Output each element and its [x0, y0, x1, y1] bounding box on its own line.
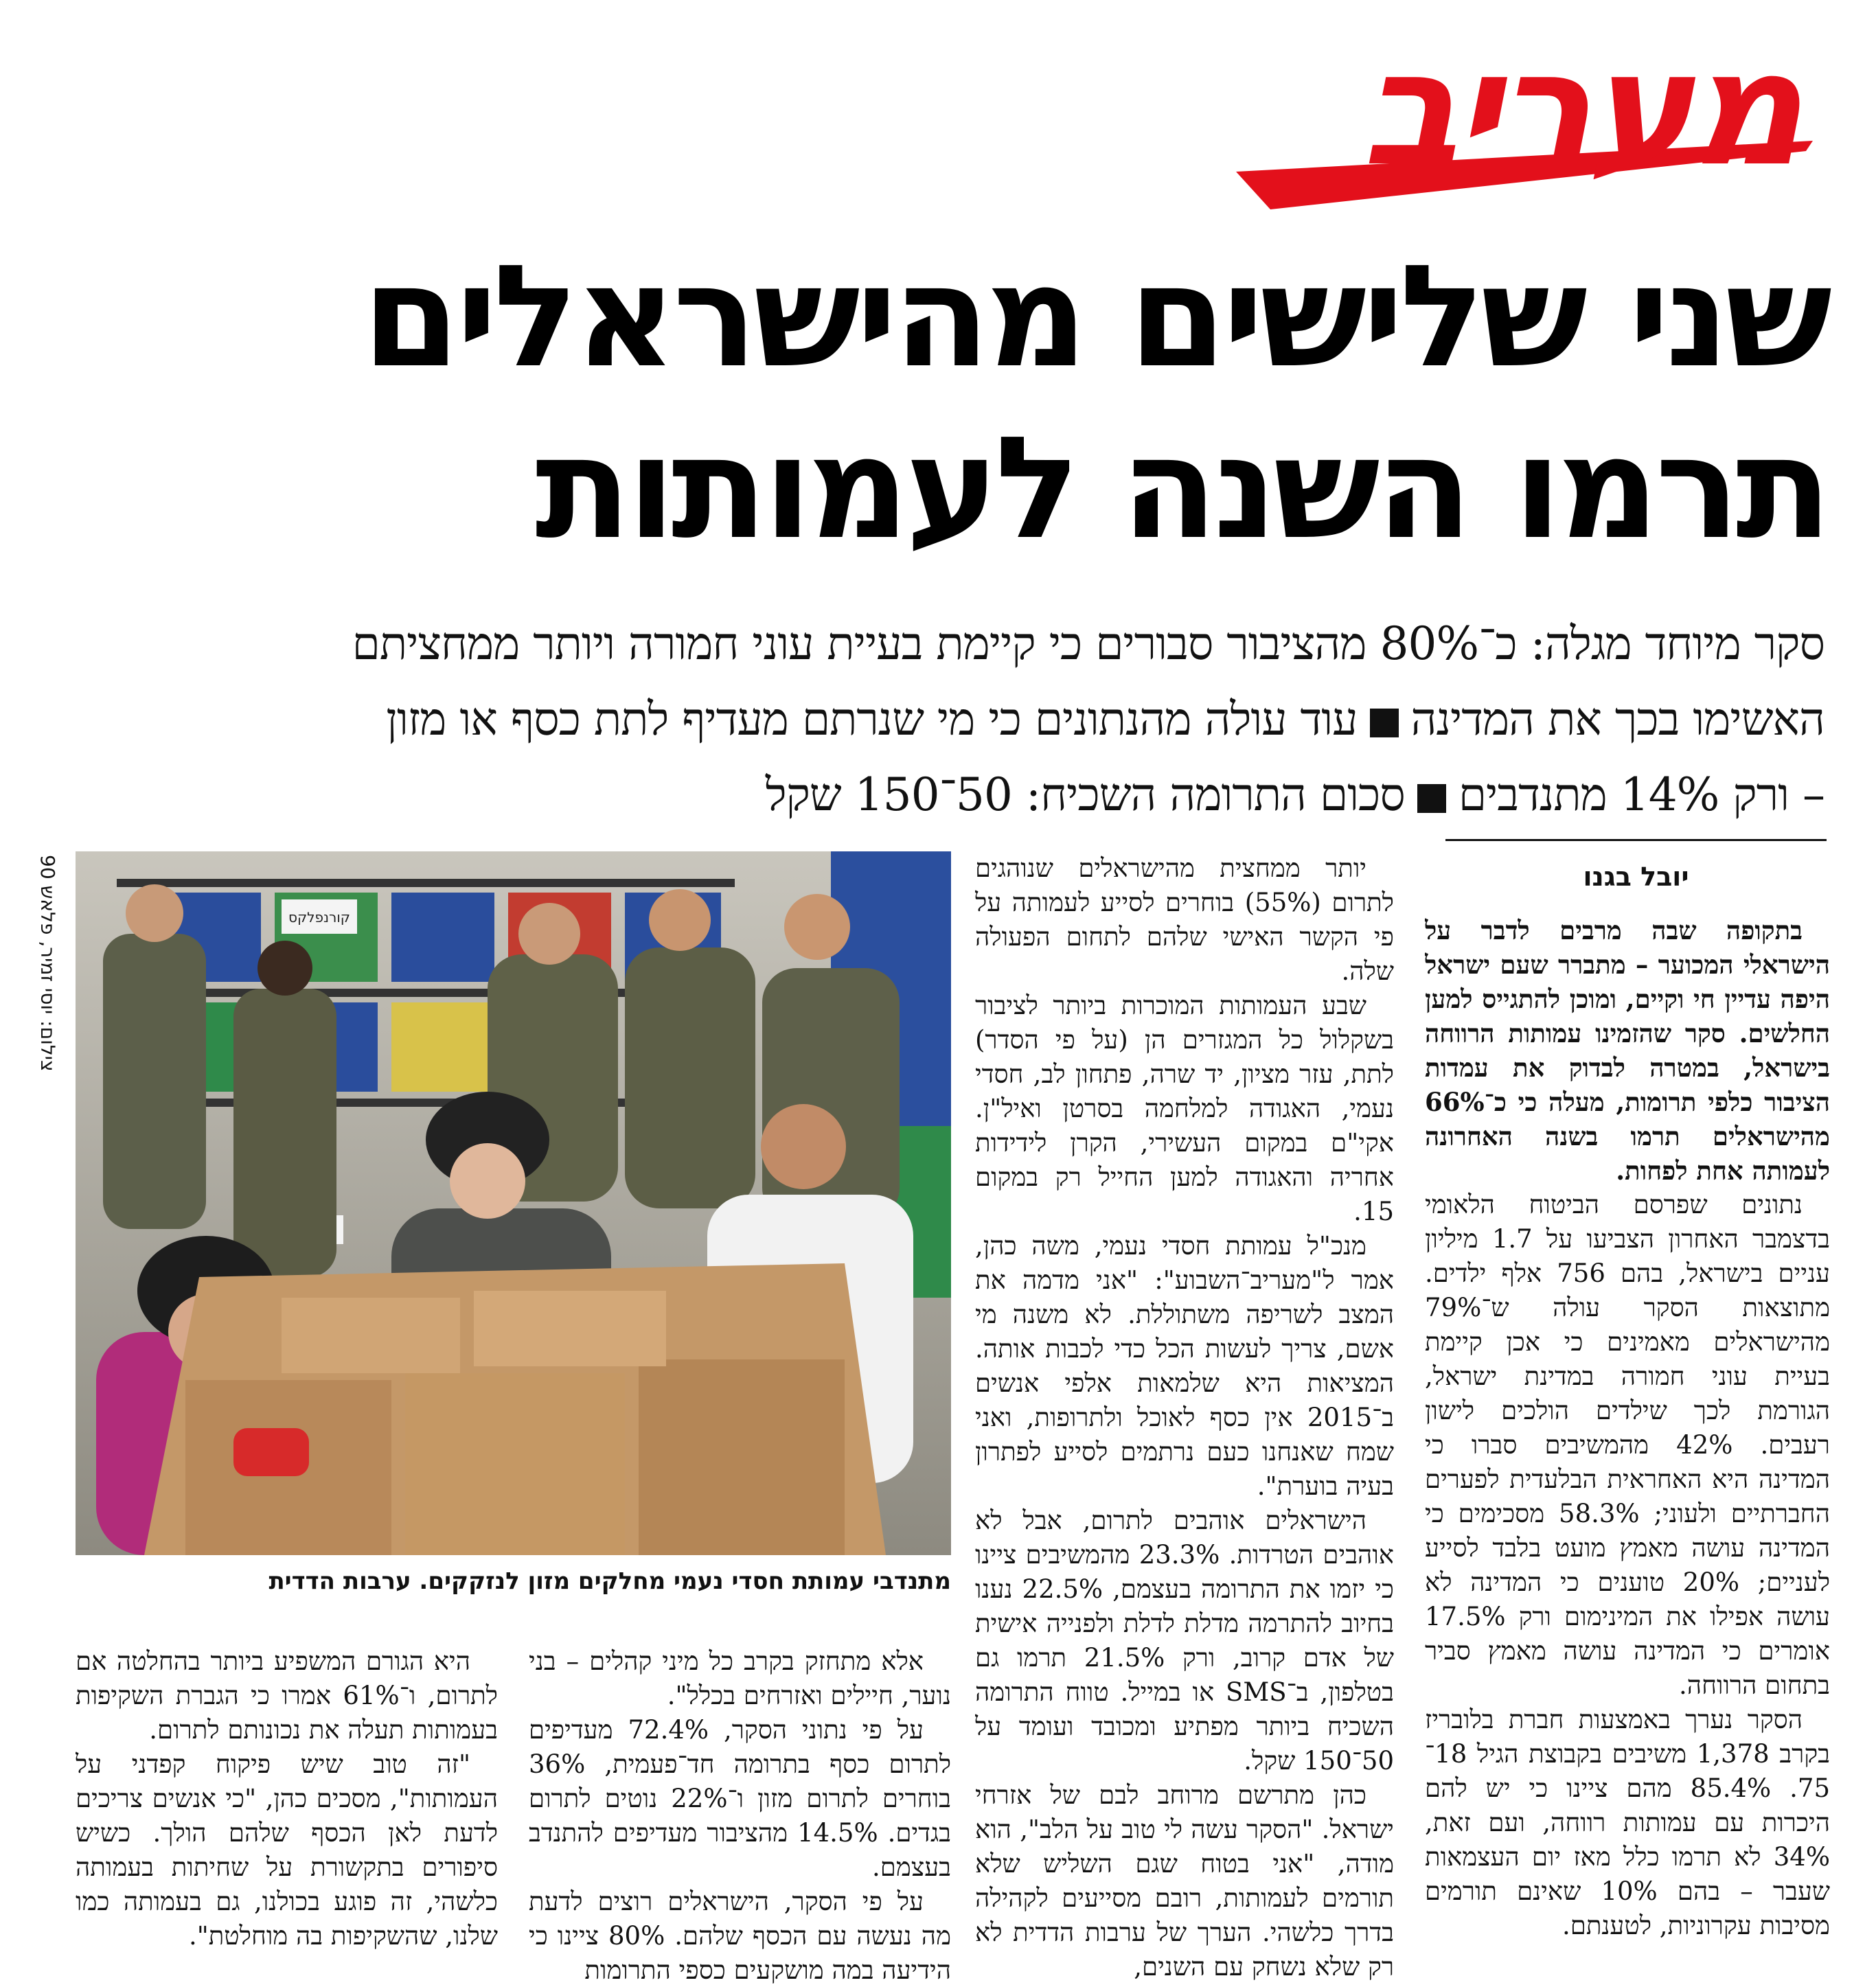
- subheadline-line-2b: עוד עולה מהנתונים כי מי שנרתם מעדיף לתת כסף או מזון: [386, 693, 1358, 746]
- article-column-4: [76, 1644, 498, 1984]
- subheadline-line-3b: סכום התרומה השכיח: 50־150 שקל: [765, 768, 1405, 821]
- masthead-logo-text: מעריב: [1362, 18, 1799, 201]
- paragraph: "זה טוב שיש פיקוח קפדני על העמותות", מסכים כהן, "כי אנשים צריכים לדעת לאן הכסף שלהם הולך. כשיש סיפורים בתקשורת על שחיתות בעמותה כלשהי, זה פוגע בכולנו, גם בעמותה כמו שלנו, שהשקיפות בה מוחלטת".: [76, 1749, 498, 1951]
- paragraph: יותר ממחצית מהישראלים שנוהגים לתרום (55%) בוחרים לסייע לעמותה על פי הקשר האישי שלהם לתחום הפעולה שלה.: [975, 853, 1394, 986]
- masthead-logo: [1222, 18, 1827, 216]
- paragraph: הישראלים אוהבים לתרום, אבל לא אוהבים הטרדות. 23.3% מהמשיבים ציינו כי יזמו את התרומה בעצמם, 22.5% נענו בחיוב להתרמה מדלת לדלת ולפנייה אישית של אדם קרוב, ורק 21.5% תרמו גם בטלפון, ב־SMS או במייל. טווח התרומה השכיח ביותר מפתיע ומכובד ועומד על 50־150 שקל.: [975, 1506, 1394, 1776]
- paragraph: הסקר נערך באמצעות חברת בלובריז בקרב 1,378 משיבים בקבוצת הגיל 18־75. 85.4% מהם ציינו כי יש להם היכרות עם עמותות רווחה, ועם זאת, 34% לא תרמו כלל מאז יום העצמאות שעבר – בהם 10% שאינם תורמים מסיבות עקרוניות, לטענתם.: [1425, 1705, 1830, 1940]
- paragraph: אלא מתחזק בקרב כל מיני קהלים – בני נוער, חיילים ואזרחים בכלל".: [529, 1646, 951, 1710]
- lead-paragraph: בתקופה שבה מרבים לדבר על הישראלי המכוער – מתברר שעם ישראל היפה עדיין חי וקיים, ומוכן להתגייס למען החלשים. סקר שהזמינו עמותות הרווחה בישראל, במטרה לבדוק את עמדות הציבור כלפי תרומות, מעלה כי כ־66% מהישראלים תרמו בשנה האחרונה לעמותה אחת לפחות.: [1425, 915, 1830, 1186]
- subheadline-line-3a: – ורק 14% מתנדבים: [1458, 768, 1824, 821]
- paragraph: היא הגורם המשפיע ביותר בהחלטה אם לתרום, ו־61% אמרו כי הגברת השקיפות בעמותות תעלה את נכונותם לתרום.: [76, 1646, 498, 1745]
- square-bullet-icon: [1370, 709, 1399, 737]
- subheadline-line-2: [39, 693, 1824, 746]
- article-column-3: [529, 1644, 951, 1984]
- paragraph: מנכ"ל עמותת חסדי נעמי, משה כהן, אמר ל"מעריב־השבוע": "אני מדמה את המצב לשריפה משתוללת. לא משנה מי אשם, צריך לעשות הכל כדי לכבות אותה. המציאות היא שלמאות אלפי אנשים ב־2015 אין כסף לאוכל ולתרופות, ואני שמח שאנחנו כעם נרתמים לסייע לפתרון בעיה בוערת".: [975, 1231, 1394, 1501]
- photo-caption: מתנדבי עמותת חסדי נעמי מחלקים מזון לנזקקים. ערבות הדדית: [268, 1567, 951, 1595]
- news-photo: [76, 851, 951, 1555]
- square-bullet-icon: [1417, 784, 1446, 813]
- headline-line-2: תרמו השנה לעמותות: [535, 407, 1828, 571]
- subheadline-line-1: סקר מיוחד מגלה: כ־80% מהציבור סבורים כי קיימת בעיית עוני חמורה ויותר ממחציתם: [352, 617, 1824, 670]
- byline: יובל בגנו: [1583, 862, 1689, 892]
- photo-credit-text: צילום: יוסי זמיר, פלאש 90: [36, 855, 59, 1072]
- subheadline-line-3: [39, 768, 1824, 821]
- article-column-1: [1425, 913, 1830, 1984]
- paragraph: על פי הסקר, הישראלים רוצים לדעת מה נעשה עם הכסף שלהם. 80% ציינו כי הידיעה במה מושקעים כספי התרומות: [529, 1887, 951, 1984]
- volunteers-photo-illustration: [76, 851, 951, 1555]
- subheadline-line-2a: האשימו בכך את המדינה: [1410, 693, 1824, 746]
- shelf-label-1: קורנפלקס: [288, 909, 350, 926]
- paragraph: על פי נתוני הסקר, 72.4% מעדיפים לתרום כסף בתרומה חד־פעמית, 36% בוחרים לתרום מזון ו־22% נוטים לתרום בגדים. 14.5% מהציבור מעדיפים להתנדב בעצמם.: [529, 1715, 951, 1882]
- headline-line-1: שני שלישים מהישראלים: [362, 236, 1828, 399]
- photo-credit: [36, 855, 63, 1184]
- paragraph: שבע העמותות המוכרות ביותר לציבור בשקלול כל המגזרים הן (על פי הסדר) לתת, עזר מציון, יד שרה, פתחון לב, חסדי נעמי, האגודה למלחמה בסרטן ואיל"ן. אקי"ם במקום העשירי, הקרן לידידות אחריה והאגודה למען החייל רק במקום 15.: [975, 991, 1394, 1226]
- article-column-2: [975, 851, 1394, 1984]
- byline-rule: [1445, 839, 1827, 841]
- paragraph: כהן מתרשם מרוחב לבם של אזרחי ישראל. "הסקר עשה לי טוב על הלב", הוא מודה, "אני בטוח שגם השליש שלא תורמים לעמותות, רובם מסייעים לקהילה בדרך כלשהי. הערך של ערבות הדדית לא רק שלא נשחק עם השנים,: [975, 1780, 1394, 1982]
- paragraph: נתונים שפרסם הביטוח הלאומי בדצמבר האחרון הצביעו על 1.7 מיליון עניים בישראל, בהם 756 אלף ילדים. מתוצאות הסקר עולה ש־79% מהישראלים מאמינים כי אכן קיימת בעיית עוני חמורה במדינת ישראל, הגורמת לכך שילדים הולכים לישון רעבים. 42% מהמשיבים סברו כי המדינה היא האחראית הבלעדית לפערים החברתיים ולעוני; 58.3% מסכימים כי המדינה עושה מאמץ מועט בלבד לסייע לעניים; 20% טוענים כי המדינה לא עושה אפילו את המינימום ורק 17.5% אומרים כי המדינה עושה מאמץ סביר בתחום הרווחה.: [1425, 1190, 1830, 1700]
